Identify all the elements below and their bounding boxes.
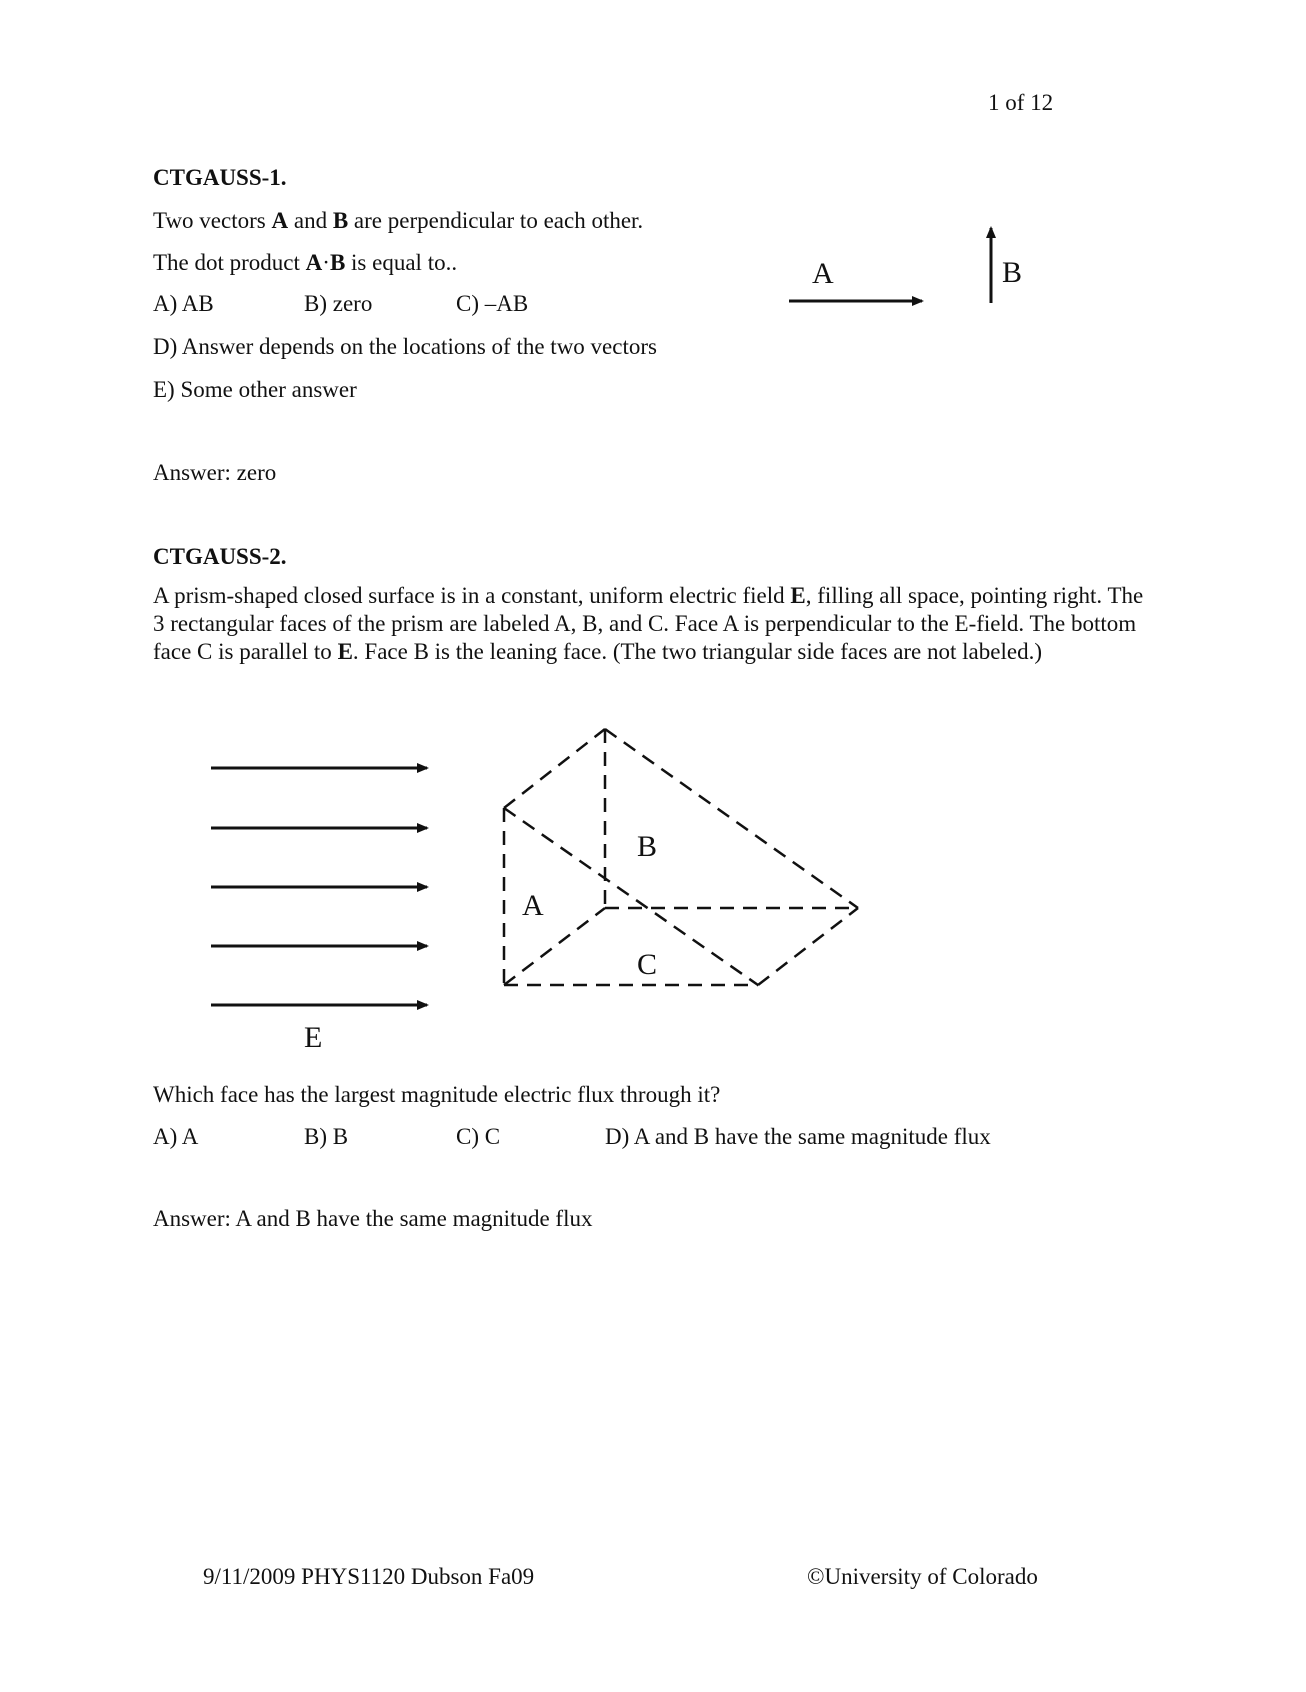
question-1-option-d: D) Answer depends on the locations of the two vectors (153, 334, 657, 359)
question-2-option-c: C) C (456, 1124, 501, 1149)
question-1-option-a: A) AB (153, 291, 214, 316)
question-1-line-2: The dot product A·B is equal to.. (153, 250, 458, 275)
question-2-option-a: A) A (153, 1124, 199, 1149)
field-label: E (304, 1021, 323, 1054)
question-2-answer: Answer: A and B have the same magnitude flux (153, 1206, 593, 1231)
question-2-prompt: Which face has the largest magnitude electric flux through it? (153, 1082, 721, 1107)
footer-left: 9/11/2009 PHYS1120 Dubson Fa09 (203, 1564, 535, 1589)
page-number: 1 of 12 (988, 90, 1054, 115)
face-b-label: B (637, 830, 658, 863)
question-1-answer: Answer: zero (153, 460, 277, 485)
question-1-option-c: C) –AB (456, 291, 529, 316)
question-1-option-b: B) zero (304, 291, 373, 316)
vector-b-label: B (1002, 256, 1023, 289)
question-1-line-1: Two vectors A and B are perpendicular to each other. (153, 208, 644, 233)
electric-field-lines (211, 768, 427, 1005)
face-a-label: A (522, 889, 544, 922)
vector-a-label: A (812, 257, 834, 290)
question-1-option-e: E) Some other answer (153, 377, 357, 402)
question-2-option-b: B) B (304, 1124, 349, 1149)
face-c-label: C (637, 948, 658, 981)
question-1-heading: CTGAUSS-1. (153, 165, 287, 190)
question-2-paragraph: A prism-shaped closed surface is in a constant, uniform electric field E, filling all space, pointing right. The 3 rectangular faces of the prism are labeled A, B, and C. Face A is perpendicular to the E-field. The bottom face C is parallel to E. Face B is the leaning face. (The two triangular side faces are not labeled.) (153, 583, 1144, 664)
prism (504, 729, 858, 985)
question-2-heading: CTGAUSS-2. (153, 544, 287, 569)
footer-right: ©University of Colorado (807, 1564, 1038, 1589)
question-2-option-d: D) A and B have the same magnitude flux (605, 1124, 991, 1149)
